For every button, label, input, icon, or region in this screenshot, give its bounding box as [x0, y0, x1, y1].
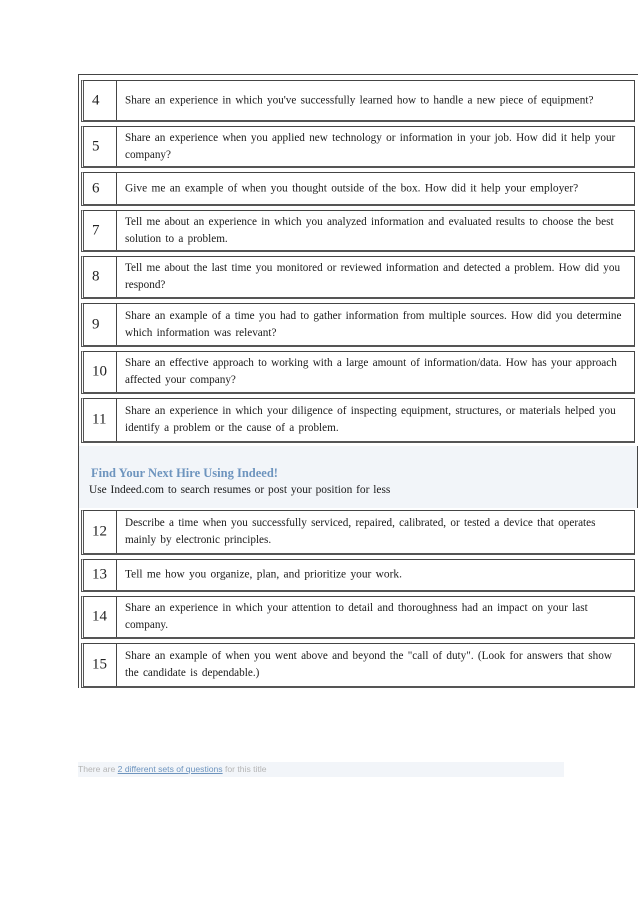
question-number: 4 [92, 92, 100, 108]
question-number: 13 [92, 566, 107, 583]
question-number: 8 [92, 268, 100, 285]
column-divider [116, 597, 117, 637]
question-number: 6 [92, 180, 100, 196]
footer-bar [78, 762, 564, 777]
question-text: Share an experience in which your attention to detail and thoroughness had an impact on your last company. [125, 602, 588, 631]
question-text: Describe a time when you successfully serviced, repaired, calibrated, or tested a device that operates mainly by electronic principles. [125, 517, 596, 546]
question-text: Give me an example of when you thought outside of the box. How did it help your employer? [125, 182, 579, 194]
question-text: Share an experience in which your diligence of inspecting equipment, structures, or materials helped you identify a problem or the cause of a problem. [125, 405, 616, 434]
question-row [81, 126, 635, 168]
question-number: 9 [92, 316, 100, 332]
question-text: Tell me about the last time you monitored or reviewed information and detected a problem. How did you respond? [125, 262, 621, 291]
column-divider [116, 257, 117, 297]
column-divider [116, 560, 117, 590]
question-row [81, 172, 635, 206]
column-divider [116, 399, 117, 441]
question-row [81, 351, 635, 394]
question-row [81, 510, 635, 555]
column-divider [116, 511, 117, 553]
question-number: 14 [92, 608, 107, 625]
question-text: Share an experience when you applied new technology or information in your job. How did it help your company? [125, 131, 616, 161]
question-row [81, 398, 635, 443]
question-text: Share an experience in which you've successfully learned how to handle a new piece of equipment? [125, 94, 594, 106]
column-divider [116, 304, 117, 345]
column-divider [116, 127, 117, 166]
question-row [81, 256, 635, 299]
question-text: Tell me about an experience in which you analyzed information and evaluated results to choose the best solution to a problem. [125, 215, 614, 245]
column-divider [116, 644, 117, 686]
question-text: Tell me how you organize, plan, and prioritize your work. [125, 568, 402, 581]
questions-table-part-2 [78, 508, 638, 688]
indeed-ad-banner[interactable] [78, 446, 638, 508]
question-number: 11 [92, 411, 107, 428]
ad-title[interactable]: Find Your Next Hire Using Indeed! [91, 466, 278, 480]
question-number: 12 [92, 523, 107, 540]
question-row [81, 643, 635, 688]
question-row [81, 303, 635, 347]
footer-suffix: for this title [222, 764, 267, 774]
question-number: 5 [92, 138, 100, 154]
question-row [81, 210, 635, 252]
column-divider [116, 81, 117, 120]
column-divider [116, 211, 117, 250]
footer-note [78, 764, 267, 774]
column-divider [116, 173, 117, 204]
question-text: Share an example of when you went above and beyond the "call of duty". (Look for answers that show the candidate is dependable.) [125, 650, 612, 679]
question-text: Share an effective approach to working with a large amount of information/data. How has your approach affected your company? [125, 357, 617, 386]
question-number: 15 [92, 656, 107, 673]
question-text: Share an example of a time you had to gather information from multiple sources. How did you determine which information was relevant? [125, 309, 622, 339]
question-number: 7 [92, 222, 100, 238]
question-row [81, 596, 635, 639]
footer-prefix: There are [78, 764, 118, 774]
question-row [81, 559, 635, 592]
column-divider [116, 352, 117, 392]
question-number: 10 [92, 363, 107, 380]
questions-table-part-1 [78, 74, 638, 447]
question-row [81, 80, 635, 122]
question-sets-link[interactable]: 2 different sets of questions [117, 764, 223, 774]
ad-text: Use Indeed.com to search resumes or post your position for less [89, 484, 391, 496]
